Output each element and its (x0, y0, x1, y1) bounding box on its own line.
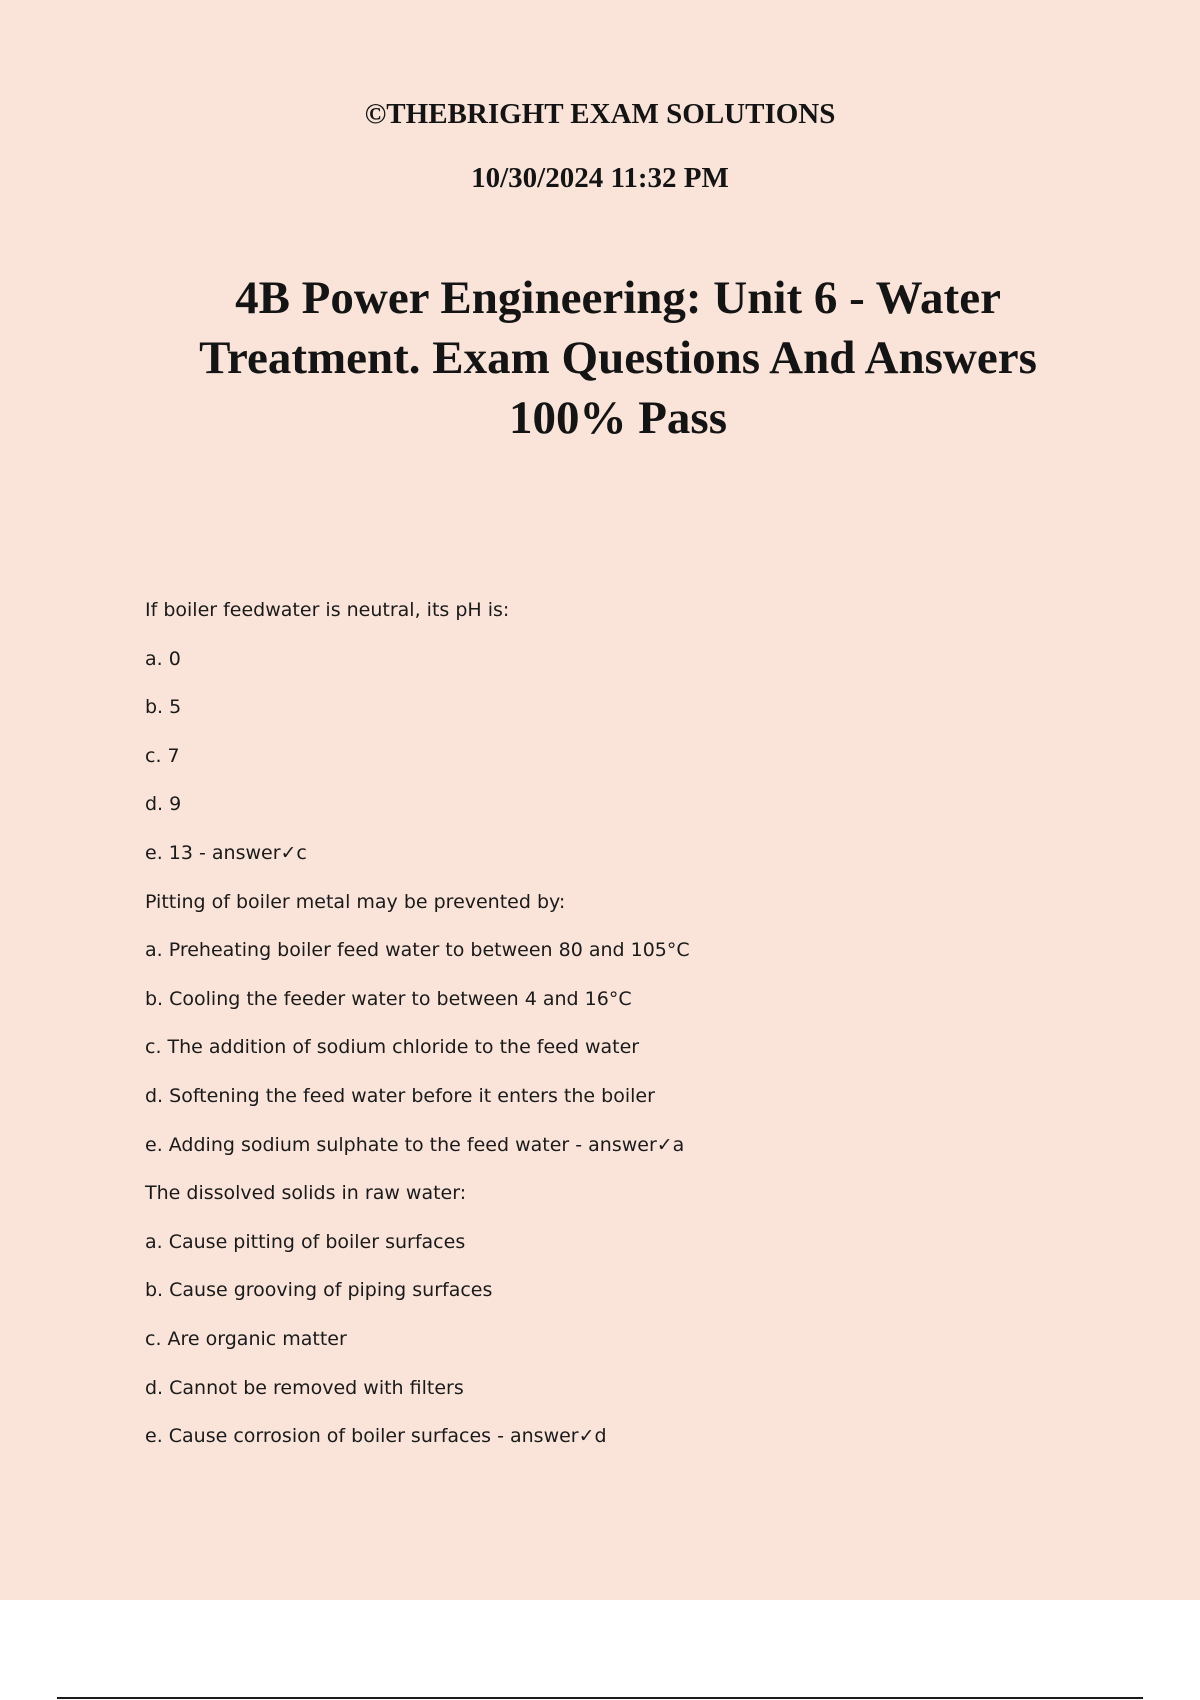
document-title: 4B Power Engineering: Unit 6 - Water Treatment. Exam Questions And Answers 100% Pass (199, 272, 1037, 444)
footer-divider (57, 1697, 1143, 1699)
answer-option: c. The addition of sodium chloride to the feed water (145, 1036, 640, 1059)
answer-option: e. Adding sodium sulphate to the feed water - answer✓a (145, 1133, 685, 1156)
answer-option: c. 7 (145, 744, 180, 767)
answer-option: d. Cannot be removed with filters (145, 1376, 464, 1399)
datetime-header: 10/30/2024 11:32 PM (471, 162, 729, 194)
answer-option: b. Cause grooving of piping surfaces (145, 1279, 493, 1302)
answer-option: e. 13 - answer✓c (145, 841, 307, 864)
question-list (145, 596, 1125, 1471)
answer-option: b. Cooling the feeder water to between 4 and 16°C (145, 987, 632, 1010)
answer-option: d. Softening the feed water before it enters the boiler (145, 1084, 655, 1107)
answer-option: d. 9 (145, 793, 182, 816)
answer-option: a. Preheating boiler feed water to between 80 and 105°C (145, 939, 690, 962)
answer-option: c. Are organic matter (145, 1327, 347, 1350)
copyright-header: ©THEBRIGHT EXAM SOLUTIONS (364, 98, 836, 130)
answer-option: a. Cause pitting of boiler surfaces (145, 1230, 466, 1253)
answer-option: e. Cause corrosion of boiler surfaces - answer✓d (145, 1425, 607, 1448)
question-text: Pitting of boiler metal may be prevented by: (145, 890, 566, 913)
question-text: The dissolved solids in raw water: (145, 1182, 467, 1205)
question-text: If boiler feedwater is neutral, its pH is: (145, 599, 510, 621)
answer-option: b. 5 (145, 696, 182, 719)
answer-option: a. 0 (145, 647, 181, 670)
